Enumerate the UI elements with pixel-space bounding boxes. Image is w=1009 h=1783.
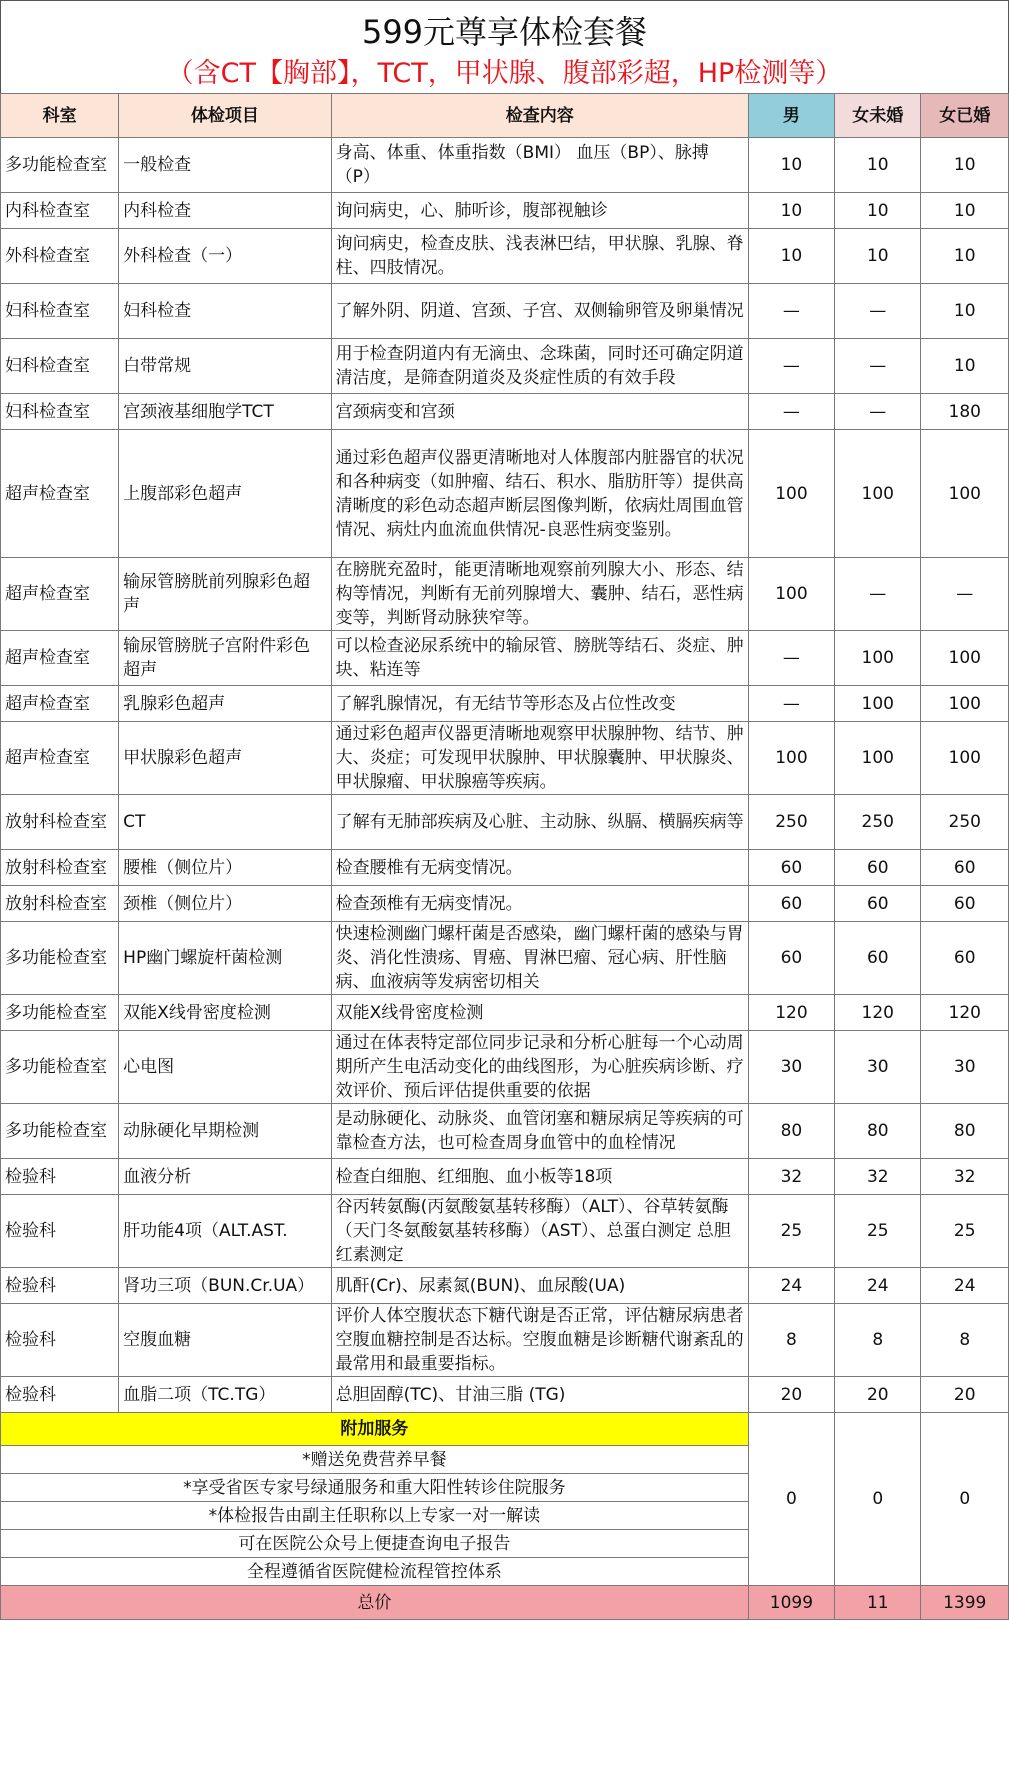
- female-unmarried-price-cell: 10: [835, 229, 921, 284]
- table-row: [1, 430, 1009, 558]
- content-cell: 双能X线骨密度检测: [331, 995, 748, 1031]
- item-cell: 血脂二项（TC.TG）: [119, 1377, 332, 1413]
- dept-cell: 超声检查室: [1, 558, 119, 631]
- male-price-cell: 60: [748, 922, 834, 995]
- female-unmarried-price-cell: 60: [835, 922, 921, 995]
- female-married-price-cell: 100: [921, 430, 1009, 558]
- service-item: *体检报告由副主任职称以上专家一对一解读: [1, 1502, 749, 1530]
- female-unmarried-price-cell: 60: [835, 886, 921, 922]
- female-married-price-cell: 10: [921, 229, 1009, 284]
- content-cell: 询问病史，心、肺听诊，腹部视触诊: [331, 193, 748, 229]
- table-row: [1, 1159, 1009, 1195]
- table-row: [1, 1195, 1009, 1268]
- male-price-cell: 20: [748, 1377, 834, 1413]
- checkup-table: [0, 93, 1009, 1620]
- header-dept: 科室: [1, 94, 119, 138]
- female-married-price-cell: 8: [921, 1304, 1009, 1377]
- content-cell: 询问病史，检查皮肤、浅表淋巴结，甲状腺、乳腺、脊柱、四肢情况。: [331, 229, 748, 284]
- dept-cell: 多功能检查室: [1, 138, 119, 193]
- dept-cell: 检验科: [1, 1195, 119, 1268]
- table-row: [1, 1031, 1009, 1104]
- dept-cell: 妇科检查室: [1, 394, 119, 430]
- male-price-cell: 250: [748, 795, 834, 850]
- female-married-price-cell: 100: [921, 722, 1009, 795]
- item-cell: 腰椎（侧位片）: [119, 850, 332, 886]
- content-cell: 评价人体空腹状态下糖代谢是否正常，评估糖尿病患者空腹血糖控制是否达标。空腹血糖是诊断糖代谢紊乱的最常用和最重要指标。: [331, 1304, 748, 1377]
- female-unmarried-price-cell: 10: [835, 193, 921, 229]
- item-cell: 乳腺彩色超声: [119, 686, 332, 722]
- dept-cell: 多功能检查室: [1, 995, 119, 1031]
- male-price-cell: —: [748, 631, 834, 686]
- table-row: [1, 193, 1009, 229]
- male-price-cell: 25: [748, 1195, 834, 1268]
- dept-cell: 检验科: [1, 1304, 119, 1377]
- male-price-cell: —: [748, 339, 834, 394]
- female-married-price-cell: 250: [921, 795, 1009, 850]
- female-married-price-cell: 60: [921, 886, 1009, 922]
- item-cell: 血液分析: [119, 1159, 332, 1195]
- content-cell: 用于检查阴道内有无滴虫、念珠菌，同时还可确定阴道清洁度，是筛查阴道炎及炎症性质的有效手段: [331, 339, 748, 394]
- male-price-cell: 30: [748, 1031, 834, 1104]
- header-male: 男: [748, 94, 834, 138]
- watermark: [887, 1754, 995, 1777]
- dept-cell: 超声检查室: [1, 430, 119, 558]
- service-item: *赠送免费营养早餐: [1, 1446, 749, 1474]
- total-label: 总价: [1, 1586, 749, 1620]
- table-row: [1, 558, 1009, 631]
- male-price-cell: 32: [748, 1159, 834, 1195]
- service-item: 可在医院公众号上便捷查询电子报告: [1, 1530, 749, 1558]
- table-row: [1, 850, 1009, 886]
- male-price-cell: 24: [748, 1268, 834, 1304]
- male-price-cell: 100: [748, 558, 834, 631]
- watermark-text: 咔嗒说房网: [914, 1757, 995, 1776]
- item-cell: 颈椎（侧位片）: [119, 886, 332, 922]
- item-cell: 空腹血糖: [119, 1304, 332, 1377]
- female-married-price-cell: 10: [921, 193, 1009, 229]
- content-cell: 检查颈椎有无病变情况。: [331, 886, 748, 922]
- dept-cell: 外科检查室: [1, 229, 119, 284]
- female-unmarried-price-cell: 25: [835, 1195, 921, 1268]
- female-unmarried-price-cell: 250: [835, 795, 921, 850]
- female-married-price-cell: 24: [921, 1268, 1009, 1304]
- content-cell: 通过彩色超声仪器更清晰地观察甲状腺肿物、结节、肿大、炎症；可发现甲状腺肿、甲状腺囊肿、甲状腺炎、甲状腺瘤、甲状腺癌等疾病。: [331, 722, 748, 795]
- header-female-unmarried: 女未婚: [835, 94, 921, 138]
- table-body: [1, 138, 1009, 1413]
- service-female-married: 0: [921, 1413, 1009, 1586]
- total-female-unmarried: 11: [835, 1586, 921, 1620]
- female-married-price-cell: 100: [921, 631, 1009, 686]
- service-heading: 附加服务: [1, 1413, 749, 1446]
- header-row: [1, 94, 1009, 138]
- table-row: [1, 1104, 1009, 1159]
- table-row: [1, 1304, 1009, 1377]
- content-cell: 检查腰椎有无病变情况。: [331, 850, 748, 886]
- wechat-icon: [887, 1757, 909, 1775]
- female-unmarried-price-cell: —: [835, 284, 921, 339]
- page-title: 599元尊享体检套餐: [361, 13, 648, 51]
- service-heading-row: [1, 1413, 1009, 1446]
- female-unmarried-price-cell: 120: [835, 995, 921, 1031]
- service-item: *享受省医专家号绿通服务和重大阳性转诊住院服务: [1, 1474, 749, 1502]
- title-box: [0, 0, 1009, 93]
- item-cell: 肾功三项（BUN.Cr.UA）: [119, 1268, 332, 1304]
- female-unmarried-price-cell: 100: [835, 686, 921, 722]
- table-row: [1, 995, 1009, 1031]
- male-price-cell: 8: [748, 1304, 834, 1377]
- content-cell: 快速检测幽门螺杆菌是否感染，幽门螺杆菌的感染与胃炎、消化性溃疡、胃癌、胃淋巴瘤、冠心病、肝性脑病、血液病等发病密切相关: [331, 922, 748, 995]
- dept-cell: 放射科检查室: [1, 795, 119, 850]
- female-married-price-cell: 60: [921, 922, 1009, 995]
- item-cell: 肝功能4项（ALT.AST.: [119, 1195, 332, 1268]
- item-cell: 双能X线骨密度检测: [119, 995, 332, 1031]
- dept-cell: 超声检查室: [1, 631, 119, 686]
- dept-cell: 多功能检查室: [1, 922, 119, 995]
- content-cell: 宫颈病变和宫颈: [331, 394, 748, 430]
- content-cell: 了解有无肺部疾病及心脏、主动脉、纵膈、横膈疾病等: [331, 795, 748, 850]
- female-married-price-cell: 180: [921, 394, 1009, 430]
- female-unmarried-price-cell: 100: [835, 722, 921, 795]
- table-row: [1, 1377, 1009, 1413]
- male-price-cell: 10: [748, 138, 834, 193]
- service-male: 0: [748, 1413, 834, 1586]
- header-content: 检查内容: [331, 94, 748, 138]
- male-price-cell: 100: [748, 722, 834, 795]
- male-price-cell: 10: [748, 193, 834, 229]
- table-row: [1, 922, 1009, 995]
- total-male: 1099: [748, 1586, 834, 1620]
- male-price-cell: 10: [748, 229, 834, 284]
- item-cell: 心电图: [119, 1031, 332, 1104]
- male-price-cell: 60: [748, 850, 834, 886]
- item-cell: 动脉硬化早期检测: [119, 1104, 332, 1159]
- content-cell: 通过彩色超声仪器更清晰地对人体腹部内脏器官的状况和各种病变（如肿瘤、结石、积水、脂肪肝等）提供高清晰度的彩色动态超声断层图像判断，依病灶周围血管情况、病灶内血流血供情况-良恶性病变鉴别。: [331, 430, 748, 558]
- content-cell: 谷丙转氨酶(丙氨酸氨基转移酶）（ALT）、谷草转氨酶（天门冬氨酸氨基转移酶）（AST）、总蛋白测定 总胆红素测定: [331, 1195, 748, 1268]
- female-unmarried-price-cell: 80: [835, 1104, 921, 1159]
- male-price-cell: 80: [748, 1104, 834, 1159]
- female-married-price-cell: 120: [921, 995, 1009, 1031]
- dept-cell: 检验科: [1, 1377, 119, 1413]
- female-unmarried-price-cell: —: [835, 558, 921, 631]
- item-cell: 上腹部彩色超声: [119, 430, 332, 558]
- table-row: [1, 631, 1009, 686]
- item-cell: 甲状腺彩色超声: [119, 722, 332, 795]
- female-unmarried-price-cell: —: [835, 339, 921, 394]
- service-female-unmarried: 0: [835, 1413, 921, 1586]
- male-price-cell: 100: [748, 430, 834, 558]
- table-row: [1, 722, 1009, 795]
- item-cell: 输尿管膀胱子宫附件彩色超声: [119, 631, 332, 686]
- dept-cell: 检验科: [1, 1268, 119, 1304]
- header-female-married: 女已婚: [921, 94, 1009, 138]
- content-cell: 身高、体重、体重指数（BMI） 血压（BP）、脉搏（P）: [331, 138, 748, 193]
- female-married-price-cell: 10: [921, 138, 1009, 193]
- male-price-cell: —: [748, 686, 834, 722]
- female-married-price-cell: 25: [921, 1195, 1009, 1268]
- male-price-cell: —: [748, 394, 834, 430]
- female-married-price-cell: 10: [921, 284, 1009, 339]
- female-unmarried-price-cell: 100: [835, 430, 921, 558]
- dept-cell: 多功能检查室: [1, 1031, 119, 1104]
- female-married-price-cell: 60: [921, 850, 1009, 886]
- item-cell: 输尿管膀胱前列腺彩色超声: [119, 558, 332, 631]
- table-row: [1, 138, 1009, 193]
- dept-cell: 内科检查室: [1, 193, 119, 229]
- female-unmarried-price-cell: 30: [835, 1031, 921, 1104]
- female-unmarried-price-cell: —: [835, 394, 921, 430]
- content-cell: 在膀胱充盈时，能更清晰地观察前列腺大小、形态、结构等情况，判断有无前列腺增大、囊肿、结石，恶性病变等，判断肾动脉狭窄等。: [331, 558, 748, 631]
- dept-cell: 放射科检查室: [1, 850, 119, 886]
- content-cell: 总胆固醇(TC)、甘油三脂 (TG): [331, 1377, 748, 1413]
- dept-cell: 妇科检查室: [1, 339, 119, 394]
- page-subtitle: （含CT【胸部】，TCT，甲状腺、腹部彩超，HP检测等）: [166, 58, 843, 89]
- dept-cell: 超声检查室: [1, 722, 119, 795]
- dept-cell: 超声检查室: [1, 686, 119, 722]
- table-row: [1, 686, 1009, 722]
- service-item: 全程遵循省医院健检流程管控体系: [1, 1558, 749, 1586]
- item-cell: HP幽门螺旋杆菌检测: [119, 922, 332, 995]
- dept-cell: 检验科: [1, 1159, 119, 1195]
- female-unmarried-price-cell: 20: [835, 1377, 921, 1413]
- content-cell: 是动脉硬化、动脉炎、血管闭塞和糖尿病足等疾病的可靠检查方法，也可检查周身血管中的血栓情况: [331, 1104, 748, 1159]
- female-married-price-cell: 30: [921, 1031, 1009, 1104]
- female-married-price-cell: 10: [921, 339, 1009, 394]
- dept-cell: 多功能检查室: [1, 1104, 119, 1159]
- item-cell: 妇科检查: [119, 284, 332, 339]
- female-married-price-cell: 100: [921, 686, 1009, 722]
- male-price-cell: —: [748, 284, 834, 339]
- female-unmarried-price-cell: 24: [835, 1268, 921, 1304]
- female-married-price-cell: —: [921, 558, 1009, 631]
- female-unmarried-price-cell: 10: [835, 138, 921, 193]
- content-cell: 通过在体表特定部位同步记录和分析心脏每一个心动周期所产生电活动变化的曲线图形，为心脏疾病诊断、疗效评价、预后评估提供重要的依据: [331, 1031, 748, 1104]
- table-row: [1, 394, 1009, 430]
- total-row: [1, 1586, 1009, 1620]
- content-cell: 了解乳腺情况，有无结节等形态及占位性改变: [331, 686, 748, 722]
- female-unmarried-price-cell: 60: [835, 850, 921, 886]
- content-cell: 了解外阴、阴道、宫颈、子宫、双侧输卵管及卵巢情况: [331, 284, 748, 339]
- table-row: [1, 1268, 1009, 1304]
- item-cell: 外科检查（一）: [119, 229, 332, 284]
- dept-cell: 放射科检查室: [1, 886, 119, 922]
- item-cell: 宫颈液基细胞学TCT: [119, 394, 332, 430]
- item-cell: 白带常规: [119, 339, 332, 394]
- female-married-price-cell: 80: [921, 1104, 1009, 1159]
- table-row: [1, 229, 1009, 284]
- male-price-cell: 60: [748, 886, 834, 922]
- male-price-cell: 120: [748, 995, 834, 1031]
- item-cell: 内科检查: [119, 193, 332, 229]
- content-cell: 可以检查泌尿系统中的输尿管、膀胱等结石、炎症、肿块、粘连等: [331, 631, 748, 686]
- dept-cell: 妇科检查室: [1, 284, 119, 339]
- female-unmarried-price-cell: 100: [835, 631, 921, 686]
- table-row: [1, 284, 1009, 339]
- content-cell: 肌酐(Cr)、尿素氮(BUN)、血尿酸(UA): [331, 1268, 748, 1304]
- header-item: 体检项目: [119, 94, 332, 138]
- table-row: [1, 795, 1009, 850]
- female-unmarried-price-cell: 32: [835, 1159, 921, 1195]
- female-married-price-cell: 20: [921, 1377, 1009, 1413]
- content-cell: 检查白细胞、红细胞、血小板等18项: [331, 1159, 748, 1195]
- female-unmarried-price-cell: 8: [835, 1304, 921, 1377]
- table-row: [1, 339, 1009, 394]
- table-row: [1, 886, 1009, 922]
- total-female-married: 1399: [921, 1586, 1009, 1620]
- item-cell: 一般检查: [119, 138, 332, 193]
- item-cell: CT: [119, 795, 332, 850]
- female-married-price-cell: 32: [921, 1159, 1009, 1195]
